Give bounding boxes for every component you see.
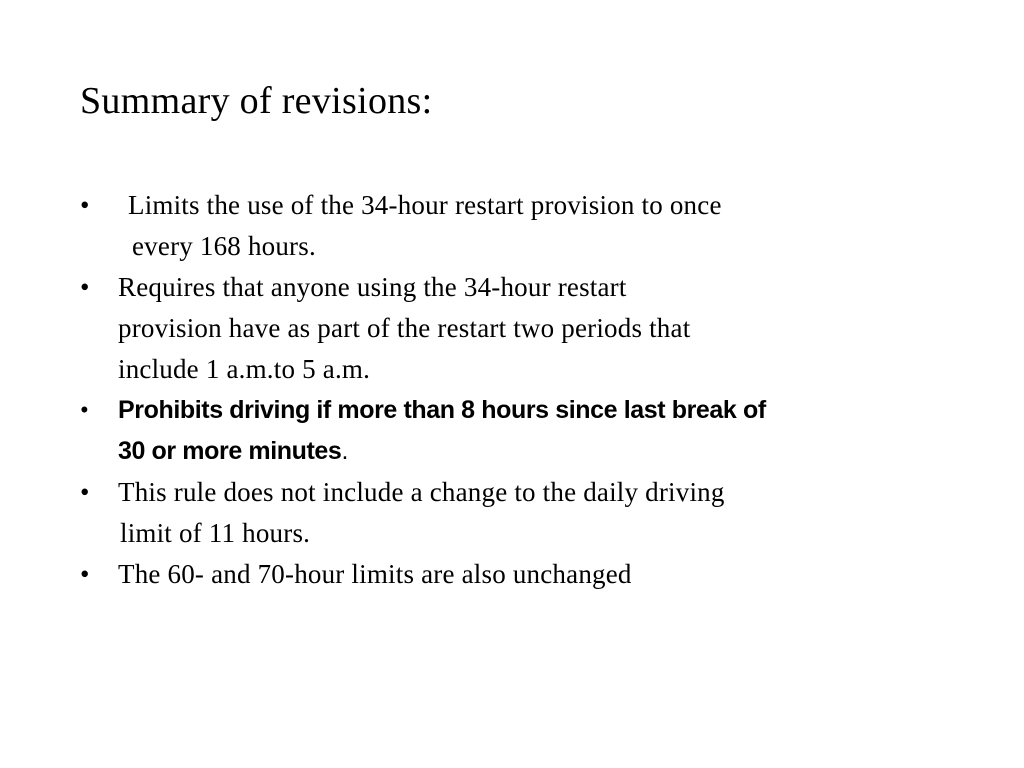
- bullet-line: limit of 11 hours.: [120, 518, 311, 548]
- bullet-item-daily-limit: [80, 472, 960, 554]
- bullet-item-hour-limits: [80, 554, 960, 595]
- slide-title: Summary of revisions:: [80, 80, 433, 122]
- bullet-line: Limits the use of the 34-hour restart provision to once: [128, 190, 722, 220]
- bullet-line: Prohibits driving if more than 8 hours since last break of: [118, 396, 766, 424]
- bullet-line: every 168 hours.: [132, 231, 316, 261]
- bullet-icon: •: [80, 397, 89, 424]
- bullet-icon: •: [80, 477, 90, 507]
- bullet-icon: •: [80, 559, 90, 589]
- bullet-line: [118, 431, 960, 472]
- bullet-icon: •: [80, 272, 90, 302]
- bullet-line: This rule does not include a change to the daily driving: [118, 477, 725, 507]
- bullet-list: [80, 185, 960, 595]
- bullet-line: provision have as part of the restart two periods that: [118, 313, 691, 343]
- bullet-item-driving-break: [80, 390, 960, 472]
- bullet-line: The 60- and 70-hour limits are also unchanged: [118, 559, 632, 589]
- bullet-icon: •: [80, 190, 90, 220]
- bullet-line-period: .: [341, 437, 348, 465]
- bullet-line: Requires that anyone using the 34-hour restart: [118, 272, 627, 302]
- bullet-line-text: 30 or more minutes: [118, 437, 342, 465]
- bullet-item-restart-periods: [80, 267, 960, 390]
- bullet-line: include 1 a.m.to 5 a.m.: [118, 354, 371, 384]
- bullet-item-restart-limit: [80, 185, 960, 267]
